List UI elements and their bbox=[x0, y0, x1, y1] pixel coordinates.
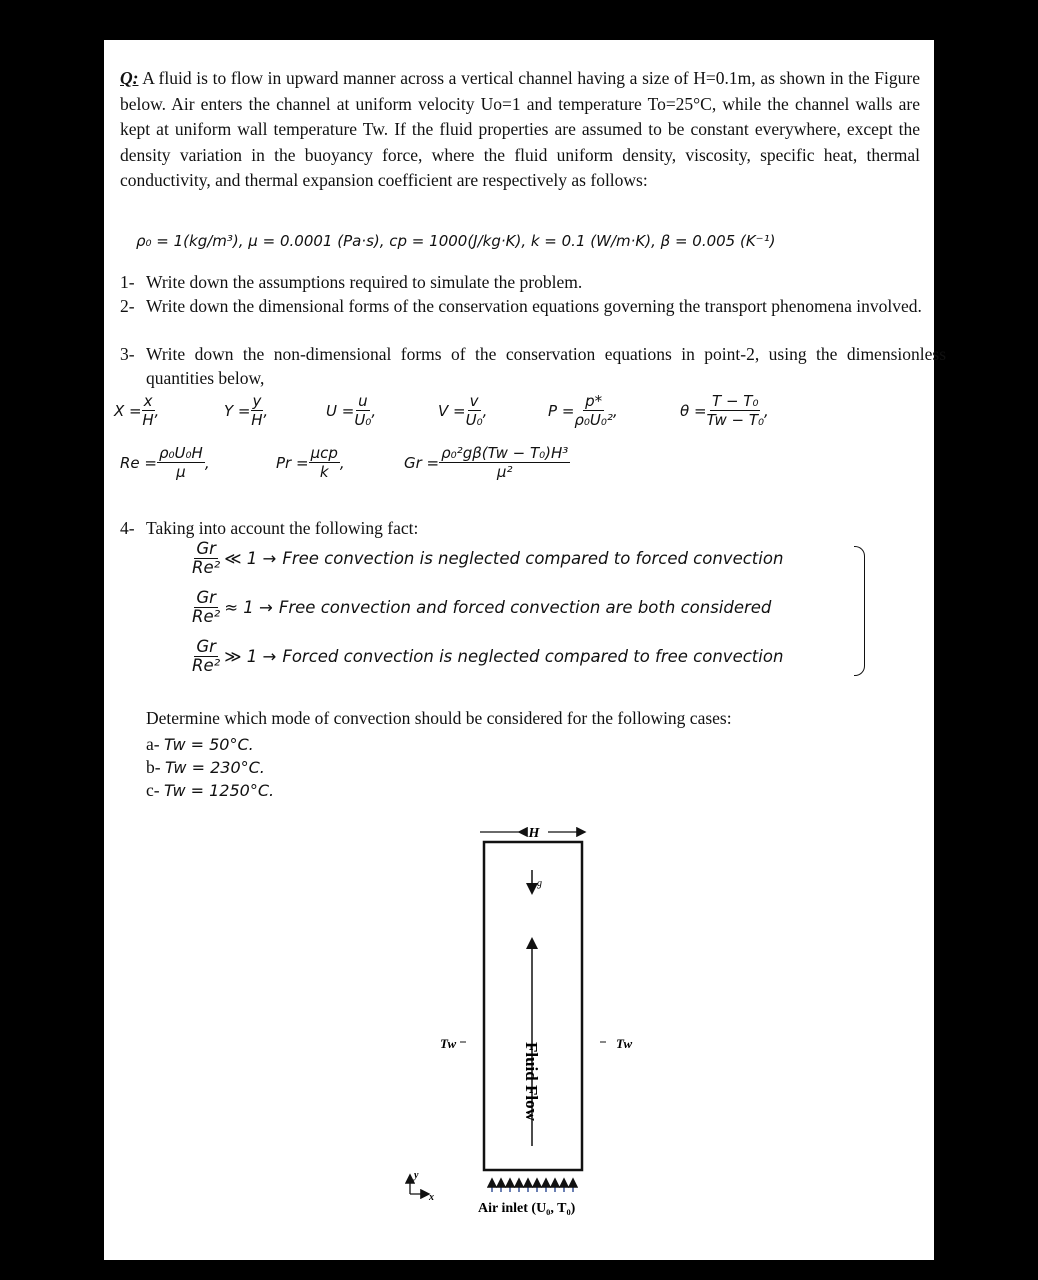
question-intro bbox=[120, 66, 920, 194]
channel-figure bbox=[384, 816, 633, 1220]
y-axis-label: y bbox=[414, 1170, 419, 1181]
criteria-brace bbox=[854, 546, 865, 676]
criterion-1: $\frac{Gr}{\text{Re²}}$ ≪ 1 → Free convection is neglected compared to forced convection bbox=[192, 539, 784, 577]
wall-temp-left: Tw bbox=[440, 1036, 457, 1051]
gravity-label: g bbox=[537, 878, 542, 889]
task-2: 2- Write down the dimensional forms of the conservation equations governing the transport phenomena involved. bbox=[120, 296, 922, 316]
width-label: H bbox=[528, 826, 540, 841]
eq-U: U = $\frac{u}{\text{U₀}}$ , bbox=[326, 392, 377, 429]
fluid-properties: ρ₀ = 1(kg/m³), μ = 0.0001 (Pa·s), cp = 1000(J/kg·K), k = 0.1 (W/m·K), β = 0.005 (K⁻¹) bbox=[136, 232, 776, 250]
determine-text: Determine which mode of convection should be considered for the following cases: bbox=[146, 708, 732, 728]
task-1: 1- Write down the assumptions required to simulate the problem. bbox=[120, 272, 583, 292]
task-4: 4- Taking into account the following fact: bbox=[120, 518, 419, 538]
wall-temp-right: Tw bbox=[616, 1036, 633, 1051]
x-axis-label: x bbox=[429, 1192, 434, 1203]
eq-V: V = $\frac{v}{\text{U₀}}$ , bbox=[438, 392, 488, 429]
inlet-arrows bbox=[492, 1180, 573, 1192]
flow-label: Fluid Flow bbox=[522, 1042, 541, 1121]
document-page bbox=[104, 40, 946, 1260]
question-text: A fluid is to flow in upward manner across a vertical channel having a size of H=0.1m, as shown in the Figure below. Air enters the channel at uniform velocity Uo=1 and temperature To=25°C, while the channel walls are kept at uniform wall temperature Tw. If the fluid properties are assumed to be constant everywhere, except the density variation in the buoyancy force, where the fluid uniform density, viscosity, specific heat, thermal conductivity, and thermal expansion coefficient are respectively as follows: bbox=[120, 68, 920, 190]
eq-Y: Y = $\frac{y}{H}$ , bbox=[224, 392, 269, 429]
question-label: Q: bbox=[120, 68, 139, 88]
case-b: b- Tw = 230°C. bbox=[146, 757, 265, 777]
eq-Re: Re = $\frac{\text{ρ₀U₀H}}{\mu}$ , bbox=[120, 444, 210, 481]
inlet-label: Air inlet (U₀, T₀) bbox=[478, 1201, 576, 1216]
eq-Pr: Pr = $\frac{\text{μcp}}{k}$ , bbox=[276, 444, 345, 481]
criterion-2: $\frac{Gr}{\text{Re²}}$ ≈ 1 → Free convection and forced convection are both considered bbox=[192, 588, 772, 626]
case-a: a- Tw = 50°C. bbox=[146, 734, 254, 754]
eq-P: P = $\frac{p*}{\text{ρ₀U₀²}}$ , bbox=[548, 392, 618, 429]
case-c: c- Tw = 1250°C. bbox=[146, 780, 275, 800]
eq-theta: θ = $\frac{\text{T − T₀}}{\text{Tw − T₀}}$ , bbox=[680, 392, 769, 429]
eq-X: X = $\frac{x}{H}$ , bbox=[114, 392, 160, 429]
criterion-3: $\frac{Gr}{\text{Re²}}$ ≫ 1 → Forced convection is neglected compared to free convection bbox=[192, 637, 784, 675]
eq-Gr: Gr = $\frac{\text{ρ₀²gβ(Tw − T₀)H³}}{\text{μ²}}$ bbox=[404, 444, 569, 481]
task-3: 3- Write down the non-dimensional forms of the conservation equations in point-2, using the dimensionless quantities below, bbox=[120, 344, 946, 388]
